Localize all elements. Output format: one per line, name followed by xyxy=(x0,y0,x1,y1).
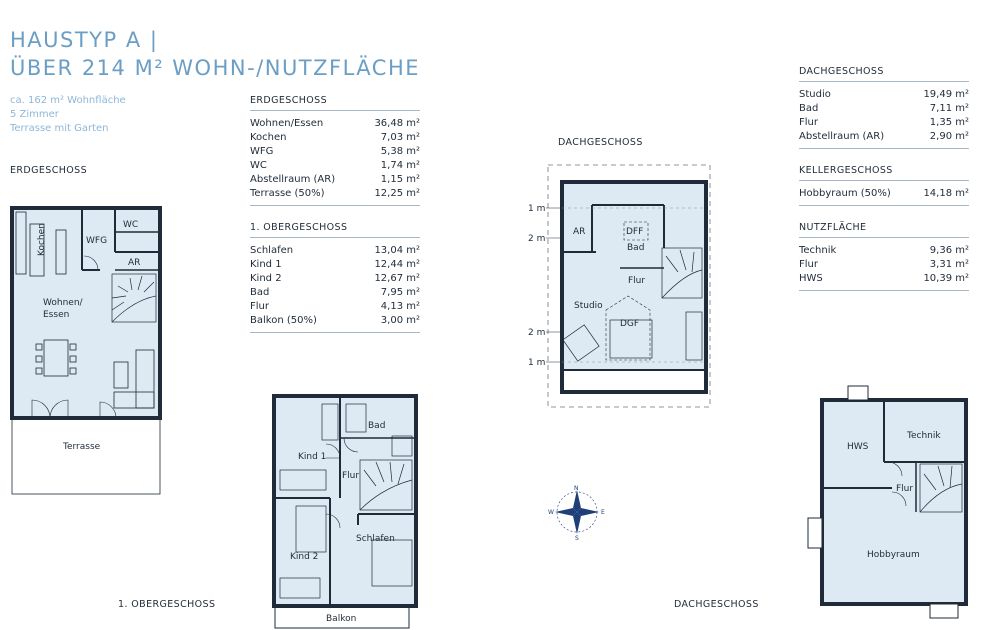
height-2m-bottom: 2 m xyxy=(528,328,546,338)
room-name: Hobbyraum (50%) xyxy=(799,188,891,199)
room-name: Flur xyxy=(799,259,818,270)
room-schlafen: Schlafen xyxy=(356,534,395,544)
room-area: 5,38 m² xyxy=(380,146,420,157)
label-dachgeschoss-top: DACHGESCHOSS xyxy=(558,137,643,148)
room-bad: Bad xyxy=(627,243,645,253)
room-wohnen-line2: Essen xyxy=(43,310,70,320)
table-heading: KELLERGESCHOSS xyxy=(799,165,969,181)
room-name: WFG xyxy=(250,146,274,157)
table-heading: 1. OBERGESCHOSS xyxy=(250,222,420,238)
kg-floor xyxy=(822,400,966,604)
room-studio: Studio xyxy=(574,301,603,311)
label-dachgeschoss-bottom: DACHGESCHOSS xyxy=(674,599,759,610)
plan-obergeschoss xyxy=(274,396,416,628)
room-name: Abstellraum (AR) xyxy=(799,131,885,142)
compass-w: W xyxy=(548,509,554,516)
dg-floor xyxy=(562,182,706,392)
room-terrasse: Terrasse xyxy=(63,442,101,452)
plan-keller xyxy=(808,386,966,618)
room-flur: Flur xyxy=(342,471,360,481)
room-area: 7,11 m² xyxy=(929,103,969,114)
room-hobbyraum: Hobbyraum xyxy=(867,550,920,560)
room-wc: WC xyxy=(123,220,139,230)
title-line-2: ÜBER 214 M² WOHN-/NUTZFLÄCHE xyxy=(10,56,421,80)
room-bad: Bad xyxy=(368,421,386,431)
room-area: 12,67 m² xyxy=(374,273,420,284)
kg-lightwell-left xyxy=(808,518,822,548)
room-area: 7,95 m² xyxy=(380,287,420,298)
room-area: 4,13 m² xyxy=(380,301,420,312)
room-name: Wohnen/Essen xyxy=(250,118,324,129)
kg-lightwell-bottom xyxy=(930,604,958,618)
room-area: 19,49 m² xyxy=(923,89,969,100)
room-area: 36,48 m² xyxy=(374,118,420,129)
summary-terrace: Terrasse mit Garten xyxy=(10,123,109,134)
room-area: 13,04 m² xyxy=(374,245,420,256)
table-heading: ERDGESCHOSS xyxy=(250,95,420,111)
room-flur: Flur xyxy=(896,484,914,494)
room-name: Flur xyxy=(250,301,269,312)
room-area: 2,90 m² xyxy=(929,131,969,142)
room-name: HWS xyxy=(799,273,823,284)
room-hws: HWS xyxy=(847,442,869,452)
room-area: 14,18 m² xyxy=(923,188,969,199)
room-name: Flur xyxy=(799,117,818,128)
compass-icon xyxy=(548,485,605,542)
room-name: Bad xyxy=(799,103,819,114)
room-name: Technik xyxy=(799,245,837,256)
label-erdgeschoss: ERDGESCHOSS xyxy=(10,165,88,176)
eg-terrace xyxy=(12,418,160,494)
plan-erdgeschoss xyxy=(12,208,160,494)
kg-lightwell-top xyxy=(848,386,868,400)
compass-n: N xyxy=(574,485,579,492)
plan-dachgeschoss xyxy=(528,165,710,407)
room-area: 1,15 m² xyxy=(380,174,420,185)
table-heading: DACHGESCHOSS xyxy=(799,66,969,82)
room-name: Kind 1 xyxy=(250,259,282,270)
room-name: Kochen xyxy=(250,132,287,143)
room-name: Bad xyxy=(250,287,270,298)
room-name: Kind 2 xyxy=(250,273,282,284)
height-1m-top: 1 m xyxy=(528,204,546,214)
room-wfg: WFG xyxy=(86,236,108,246)
height-2m-top: 2 m xyxy=(528,234,546,244)
room-area: 1,74 m² xyxy=(380,160,420,171)
room-area: 3,00 m² xyxy=(380,315,420,326)
room-technik: Technik xyxy=(907,431,941,441)
room-name: Balkon (50%) xyxy=(250,315,317,326)
table-heading: NUTZFLÄCHE xyxy=(799,222,969,238)
room-kochen: Kochen xyxy=(37,223,47,256)
room-area: 7,03 m² xyxy=(380,132,420,143)
summary-living-area: ca. 162 m² Wohnfläche xyxy=(10,95,126,106)
room-area: 12,44 m² xyxy=(374,259,420,270)
room-area: 9,36 m² xyxy=(929,245,969,256)
room-name: Schlafen xyxy=(250,245,294,256)
room-area: 3,31 m² xyxy=(929,259,969,270)
room-kind1: Kind 1 xyxy=(298,452,327,462)
height-1m-bottom: 1 m xyxy=(528,358,546,368)
summary-rooms: 5 Zimmer xyxy=(10,109,59,120)
room-area: 12,25 m² xyxy=(374,188,420,199)
room-ar: AR xyxy=(573,227,586,237)
room-name: WC xyxy=(250,160,267,171)
room-dgf: DGF xyxy=(620,319,640,329)
room-kind2: Kind 2 xyxy=(290,552,319,562)
room-dff: DFF xyxy=(626,227,644,237)
room-ar: AR xyxy=(128,258,141,268)
title-line-1: HAUSTYP A | xyxy=(10,28,159,52)
compass-e: E xyxy=(601,509,605,516)
room-flur: Flur xyxy=(628,276,646,286)
og-floor xyxy=(274,396,416,606)
room-name: Abstellraum (AR) xyxy=(250,174,336,185)
room-area: 1,35 m² xyxy=(929,117,969,128)
room-name: Studio xyxy=(799,89,831,100)
room-wohnen-line1: Wohnen/ xyxy=(43,298,83,308)
label-obergeschoss: 1. OBERGESCHOSS xyxy=(118,599,216,610)
compass-s: S xyxy=(575,535,579,542)
room-balkon: Balkon xyxy=(326,614,357,624)
room-area: 10,39 m² xyxy=(923,273,969,284)
dg-void xyxy=(562,370,706,392)
room-name: Terrasse (50%) xyxy=(250,188,325,199)
